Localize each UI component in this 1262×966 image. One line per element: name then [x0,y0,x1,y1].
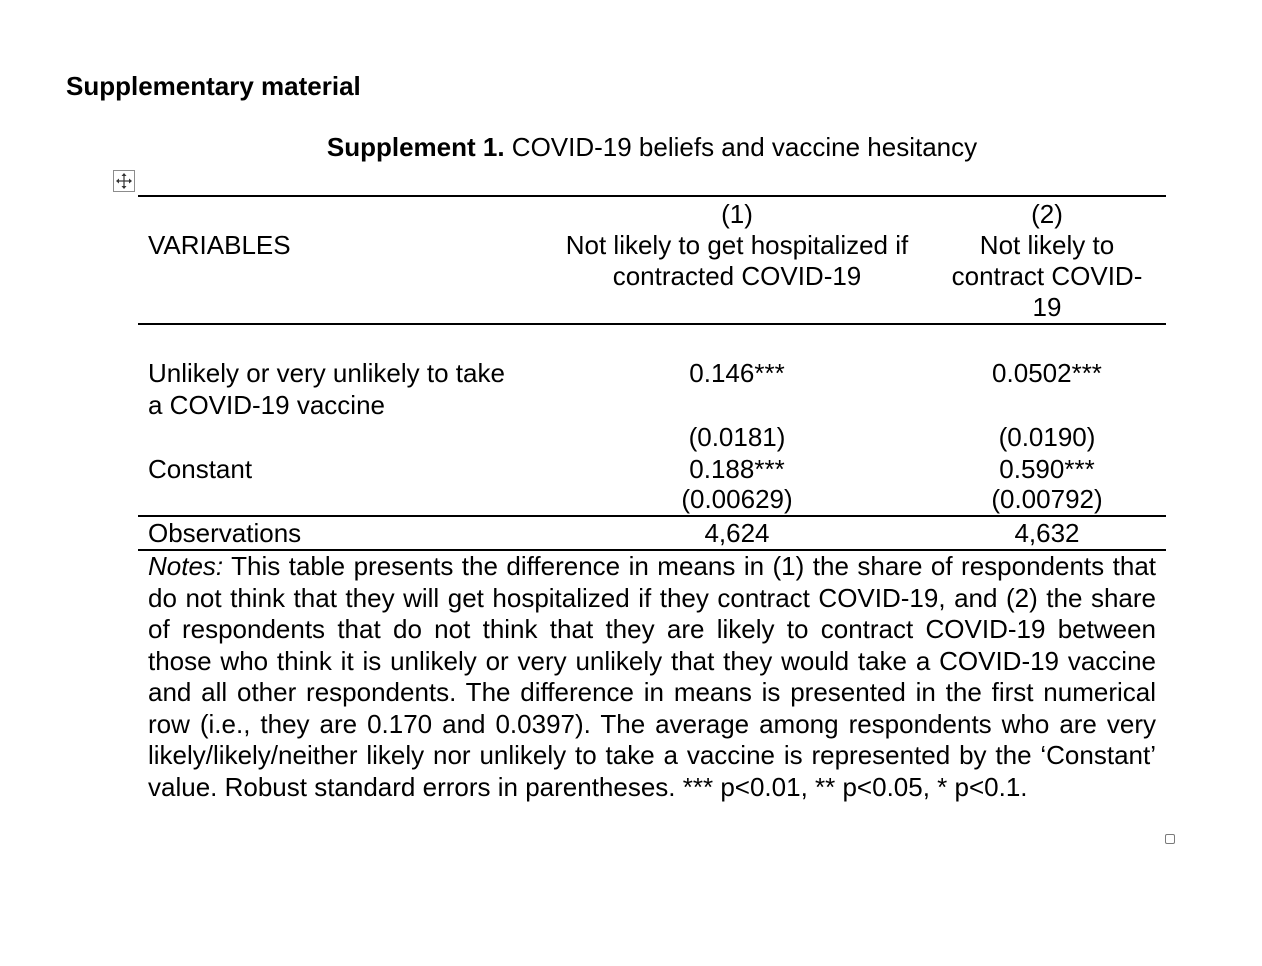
header-col1-number: (1) [721,199,753,229]
row-col1-coef: 0.146*** [689,358,785,388]
row-col1-se: (0.00629) [681,484,793,514]
header-col1-line2: contracted COVID-19 [612,261,862,291]
header-variables: VARIABLES [148,230,291,260]
table-notes [148,551,1156,803]
section-heading: Supplementary material [66,71,361,101]
observations-col1: 4,624 [704,518,770,548]
notes-text: This table presents the difference in means in (1) the share of respondents that do not think that they will get hospitalized if they contract COVID-19, and (2) the share of respondents that do not think that they are likely to contract COVID-19 between those who think it is unlikely or very unlikely that they would take a COVID-19 vaccine and all other respondents. The difference in means is presented in the first numerical row (i.e., they are 0.170 and 0.0397). The average among respondents who are very likely/likely/neither likely nor unlikely to take a vaccine is represented by the ‘Constant’ value. Robust standard errors in parentheses. *** p<0.01, ** p<0.05, * p<0.1. [148,551,1156,802]
header-bottom-rule [138,323,1166,325]
observations-col2: 4,632 [1014,518,1080,548]
observations-label: Observations [148,518,302,548]
row-col2-se: (0.00792) [991,484,1103,514]
row-col1-se: (0.0181) [688,422,786,452]
row-label-cont: a COVID-19 vaccine [148,390,385,420]
header-col1-line1: Not likely to get hospitalized if [565,230,909,260]
header-col2-number: (2) [1031,199,1063,229]
caption-label: Supplement 1. [326,132,505,162]
caption-title: COVID-19 beliefs and vaccine hesitancy [504,132,978,162]
header-col2-line2: contract COVID- [951,261,1143,291]
row-col2-se: (0.0190) [998,422,1096,452]
resize-square-icon[interactable] [1165,834,1175,844]
row-col2-coef: 0.0502*** [992,358,1102,388]
notes-label: Notes: [148,551,224,581]
header-col2-line3: 19 [1032,292,1062,322]
table-top-rule [138,195,1166,197]
header-col2-line1: Not likely to [979,230,1115,260]
row-col2-coef: 0.590*** [999,454,1095,484]
row-col1-coef: 0.188*** [689,454,785,484]
row-label: Constant [148,454,253,484]
move-arrows-icon[interactable] [113,170,135,192]
row-label: Unlikely or very unlikely to take [148,358,505,388]
table-caption [138,131,1166,163]
